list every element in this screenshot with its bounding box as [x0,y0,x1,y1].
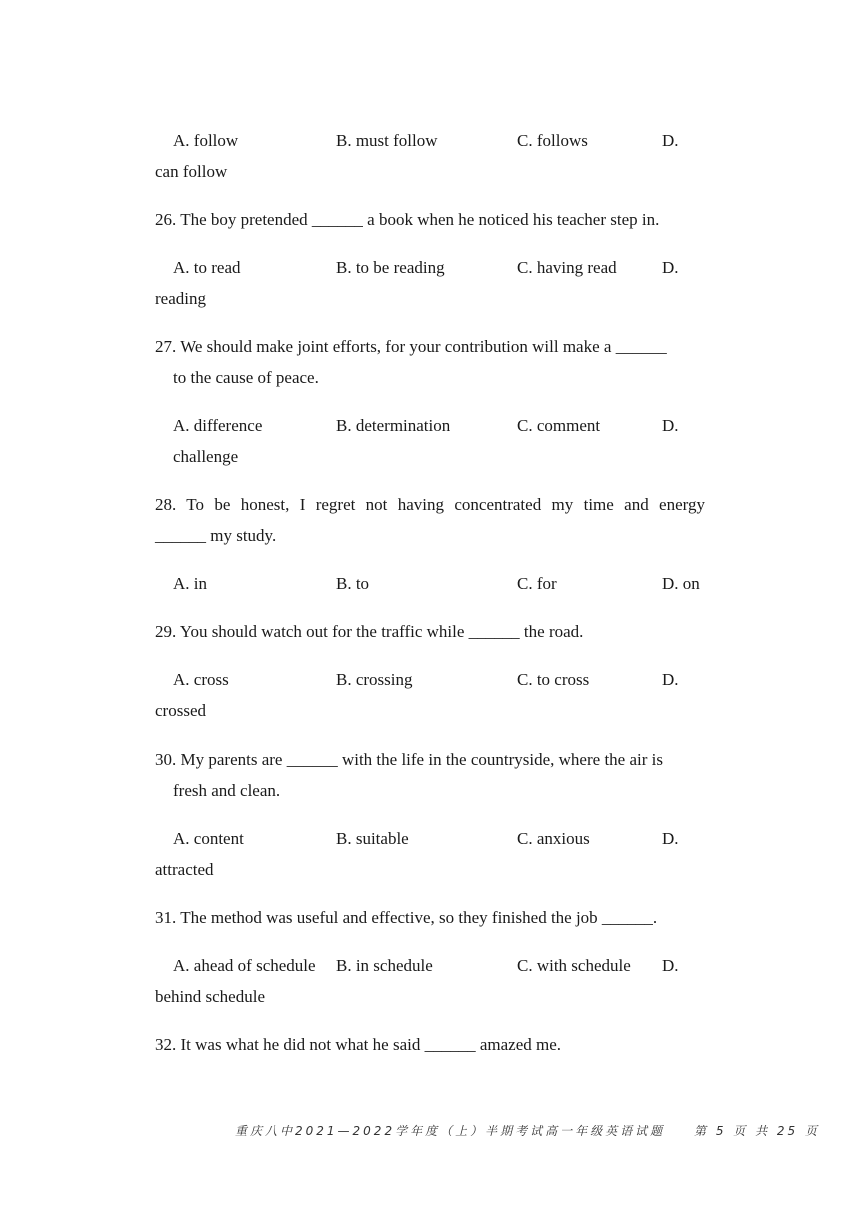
q26-option-b: B. to be reading [336,258,445,277]
q28-stem-line2: ______ my study. [155,526,277,545]
q30-option-d: D. [662,829,679,848]
q26-stem: 26. The boy pretended ______ a book when he noticed his teacher step in. [155,210,660,229]
q29-option-d: D. [662,670,679,689]
q27-option-a: A. difference [173,416,263,435]
q31-option-d-text: behind schedule [155,987,265,1006]
q26-option-d-text: reading [155,289,206,308]
q28-option-c: C. for [517,574,557,593]
q30-stem-line1: 30. My parents are ______ with the life in the countryside, where the air is [155,750,663,769]
q30-option-b: B. suitable [336,829,409,848]
q31-stem: 31. The method was useful and effective, so they finished the job ______. [155,908,658,927]
q28-stem-line1: 28. To be honest, I regret not having concentrated my time and energy [155,495,705,514]
q25-option-d-text: can follow [155,162,228,181]
q27-stem-line1: 27. We should make joint efforts, for your contribution will make a ______ [155,337,667,356]
q31-option-d: D. [662,956,679,975]
q27-stem-line2: to the cause of peace. [173,368,319,387]
q29-option-b: B. crossing [336,670,413,689]
q30-option-c: C. anxious [517,829,590,848]
q25-option-b: B. must follow [336,131,438,150]
q27-option-c: C. comment [517,416,601,435]
q27-option-b: B. determination [336,416,451,435]
q29-stem: 29. You should watch out for the traffic while ______ the road. [155,622,584,641]
q25-option-c: C. follows [517,131,588,150]
q26-option-d: D. [662,258,679,277]
q31-option-c: C. with schedule [517,956,631,975]
q30-option-d-text: attracted [155,860,214,879]
q25-option-d: D. [662,131,679,150]
q26-option-a: A. to read [173,258,241,277]
footer-exam-title: 重庆八中2021—2022学年度（上）半期考试高一年级英语试题 [235,1124,666,1138]
q28-option-b: B. to [336,574,370,593]
q28-option-a: A. in [173,574,207,593]
q27-option-d: D. [662,416,679,435]
q31-option-a: A. ahead of schedule [173,956,316,975]
footer-page-number: 第 5 页 共 25 页 [694,1124,820,1138]
q27-option-d-text: challenge [173,447,239,466]
q25-option-a: A. follow [173,131,239,150]
q31-option-b: B. in schedule [336,956,433,975]
q29-option-c: C. to cross [517,670,590,689]
q32-stem: 32. It was what he did not what he said ______ amazed me. [155,1035,562,1054]
q26-option-c: C. having read [517,258,617,277]
q28-option-d: D. on [662,574,700,593]
q29-option-a: A. cross [173,670,229,689]
q30-option-a: A. content [173,829,244,848]
q30-stem-line2: fresh and clean. [173,781,281,800]
q29-option-d-text: crossed [155,701,206,720]
